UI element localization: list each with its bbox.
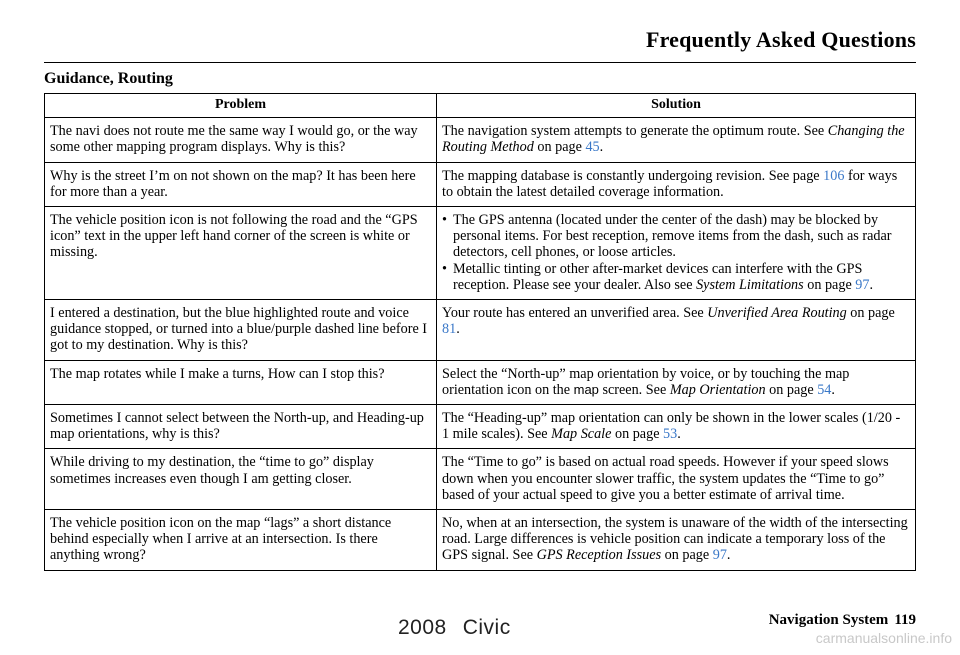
solution-text: Select the “North-up” map orientation by voice, or by touching the map orientation icon on the (442, 365, 850, 398)
solution-text: on page (765, 381, 818, 398)
solution-text: on page (803, 276, 856, 293)
title-divider (44, 62, 916, 63)
page-link[interactable]: 53 (663, 426, 678, 443)
solution-text: on page (611, 426, 664, 443)
table-row (45, 405, 916, 449)
footer-manual-name: Navigation System (768, 612, 889, 628)
site-watermark: carmanualsonline.info (815, 630, 952, 646)
model-watermark (398, 616, 511, 640)
solution-text: Metallic tinting or other after-market devices can interfere with the GPS reception. Please see your dealer. Also see (453, 260, 863, 293)
solution-text: on page (661, 547, 713, 564)
column-header-problem: Problem (45, 94, 437, 118)
solution-cell (437, 207, 916, 300)
solution-text: The navigation system attempts to generate the optimum route. See (442, 123, 828, 140)
bullet-item (442, 261, 909, 293)
problem-cell: The navi does not route me the same way I would go, or the way some other mapping program displays. Why is this? (45, 118, 437, 162)
section-reference: Map Orientation (669, 381, 766, 398)
table-row (45, 300, 916, 361)
solution-cell (437, 449, 916, 510)
solution-text: The GPS antenna (located under the center of the dash) may be blocked by personal items. For best reception, remove items from the dash, such as radar detectors, cell phones, or loose articles. (453, 212, 892, 261)
bullet-item (442, 212, 909, 261)
solution-text: The “Heading-up” map orientation can only be shown in the lower scales (1/20 - 1 mile scales). See (442, 410, 901, 443)
solution-text: . (831, 381, 835, 398)
solution-text: . (726, 547, 731, 564)
section-heading: Guidance, Routing (44, 70, 173, 87)
section-reference: Changing the Routing Method (442, 123, 905, 156)
bullet-glyph: • (442, 260, 447, 277)
solution-cell (437, 300, 916, 361)
problem-cell: I entered a destination, but the blue highlighted route and voice guidance stopped, or turned into a blue/purple dashed line before I got to my destination. Why is this? (45, 300, 437, 361)
table-row (45, 207, 916, 300)
page-link[interactable]: 97 (855, 276, 870, 293)
faq-table (44, 93, 916, 571)
problem-cell: The vehicle position icon on the map “lags” a short distance behind especially when I arrive at an intersection. Is there anything wrong? (45, 510, 437, 571)
solution-text: The “Time to go” is based on actual road speeds. However if your speed slows down when you encounter slower traffic, the system updates the “Time to go” based of your actual speed to give you a better estimate of arrival time. (442, 454, 889, 503)
solution-text: for ways to obtain the latest detailed coverage information. (442, 167, 898, 200)
problem-cell: Sometimes I cannot select between the North-up, and Heading-up map orientations, why is this? (45, 405, 437, 449)
solution-text: on page (533, 139, 586, 156)
screen-name: map (573, 381, 599, 397)
problem-cell: The vehicle position icon is not following the road and the “GPS icon” text in the upper left hand corner of the screen is white or missing. (45, 207, 437, 300)
solution-text: Your route has entered an unverified area. See (442, 305, 708, 322)
table-row (45, 449, 916, 510)
section-reference: Unverified Area Routing (707, 305, 847, 322)
table-row (45, 162, 916, 206)
page-title: Frequently Asked Questions (645, 27, 916, 52)
page-link[interactable]: 45 (585, 139, 600, 156)
solution-cell (437, 118, 916, 162)
page-number: 119 (894, 612, 916, 628)
solution-cell (437, 510, 916, 571)
page-link[interactable]: 106 (823, 167, 845, 184)
section-reference: Map Scale (551, 426, 612, 443)
table-header-row (45, 94, 916, 118)
solution-text: . (677, 426, 681, 443)
watermark-model: Civic (462, 616, 511, 639)
footer-page-label (769, 612, 916, 629)
solution-text: The mapping database is constantly undergoing revision. See page (442, 167, 824, 184)
problem-cell: While driving to my destination, the “time to go” display sometimes increases even though I am getting closer. (45, 449, 437, 510)
solution-cell (437, 405, 916, 449)
solution-text: . (456, 321, 460, 338)
solution-text: screen. See (598, 381, 670, 398)
bullet-glyph: • (442, 212, 447, 229)
problem-cell: Why is the street I’m on not shown on the map? It has been here for more than a year. (45, 162, 437, 206)
problem-cell: The map rotates while I make a turns, How can I stop this? (45, 360, 437, 404)
page-link[interactable]: 97 (712, 547, 727, 564)
table-row (45, 360, 916, 404)
table-row (45, 510, 916, 571)
column-header-solution: Solution (437, 94, 916, 118)
solution-text: . (869, 276, 874, 293)
solution-cell (437, 162, 916, 206)
solution-text: . (599, 139, 604, 156)
watermark-year: 2008 (398, 616, 447, 639)
solution-text: on page (846, 305, 895, 322)
section-reference: System Limitations (696, 276, 804, 293)
section-reference: GPS Reception Issues (536, 547, 662, 564)
solution-cell (437, 360, 916, 404)
page-link[interactable]: 54 (817, 381, 832, 398)
page-link[interactable]: 81 (442, 321, 457, 338)
solution-text: No, when at an intersection, the system is unaware of the width of the intersecting road. Large differences is vehicle position can indicate a temporary loss of the GPS signal. See (442, 515, 908, 564)
table-row (45, 118, 916, 162)
